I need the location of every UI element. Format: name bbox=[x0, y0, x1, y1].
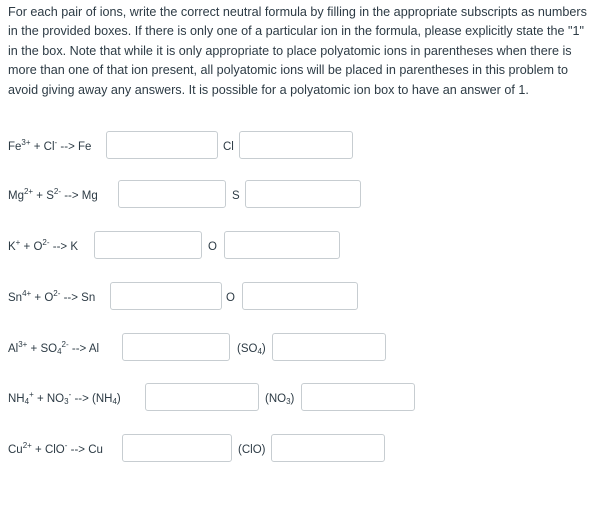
subscript-input-3a[interactable] bbox=[94, 231, 202, 259]
subscript-input-7a[interactable] bbox=[122, 434, 232, 462]
subscript-input-1a[interactable] bbox=[106, 131, 218, 159]
anion-label: O bbox=[208, 241, 217, 253]
subscript-input-6a[interactable] bbox=[145, 383, 259, 411]
reaction-equation: $NH_4^+ + NO_3^-$ --> $(NH_4)$ bbox=[8, 390, 121, 406]
subscript-input-4a[interactable] bbox=[110, 282, 222, 310]
subscript-input-3b[interactable] bbox=[224, 231, 340, 259]
question-row-3 bbox=[0, 230, 602, 262]
anion-label: $(NO_3)$ bbox=[265, 393, 295, 406]
anion-label: O bbox=[226, 292, 235, 304]
question-row-5 bbox=[0, 332, 602, 364]
reaction-equation: $Sn^{4+} + O^{2-}$ --> Sn bbox=[8, 289, 96, 304]
subscript-input-4b[interactable] bbox=[242, 282, 358, 310]
question-row-4 bbox=[0, 281, 602, 313]
subscript-input-2a[interactable] bbox=[118, 180, 226, 208]
subscript-input-7b[interactable] bbox=[271, 434, 385, 462]
reaction-equation: $Al^{3+} + SO_4^{2-}$ --> Al bbox=[8, 340, 100, 356]
question-row-2 bbox=[0, 179, 602, 211]
instructions-text: For each pair of ions, write the correct neutral formula by filling in the appropriate subscripts as numbers in the provided boxes. If there is only one of a particular ion in the formula, please explicitly state the "1" in the box. Note that while it is only appropriate to place polyatomic ions in parentheses when there is more than one of that ion present, all polyatomic ions will be placed in parentheses in this problem to avoid giving away any answers. It is possible for a polyatomic ion box to have an answer of 1. bbox=[8, 5, 587, 97]
anion-label: Cl bbox=[223, 141, 234, 153]
reaction-equation: $Cu^{2+} + ClO^-$ --> Cu bbox=[8, 441, 103, 456]
subscript-input-1b[interactable] bbox=[239, 131, 353, 159]
subscript-input-5a[interactable] bbox=[122, 333, 230, 361]
question-row-6 bbox=[0, 382, 602, 414]
reaction-equation: $K^+ + O^{2-}$ --> K bbox=[8, 238, 78, 253]
anion-label: (ClO) bbox=[238, 444, 266, 456]
subscript-input-5b[interactable] bbox=[272, 333, 386, 361]
anion-label: $(SO_4)$ bbox=[237, 343, 266, 356]
question-row-7 bbox=[0, 433, 602, 465]
reaction-equation: $Fe^{3+} + Cl^-$ --> Fe bbox=[8, 138, 92, 153]
subscript-input-2b[interactable] bbox=[245, 180, 361, 208]
anion-label: S bbox=[232, 190, 240, 202]
subscript-input-6b[interactable] bbox=[301, 383, 415, 411]
reaction-equation: $Mg^{2+} + S^{2-}$ --> Mg bbox=[8, 187, 98, 202]
question-row-1 bbox=[0, 130, 602, 162]
